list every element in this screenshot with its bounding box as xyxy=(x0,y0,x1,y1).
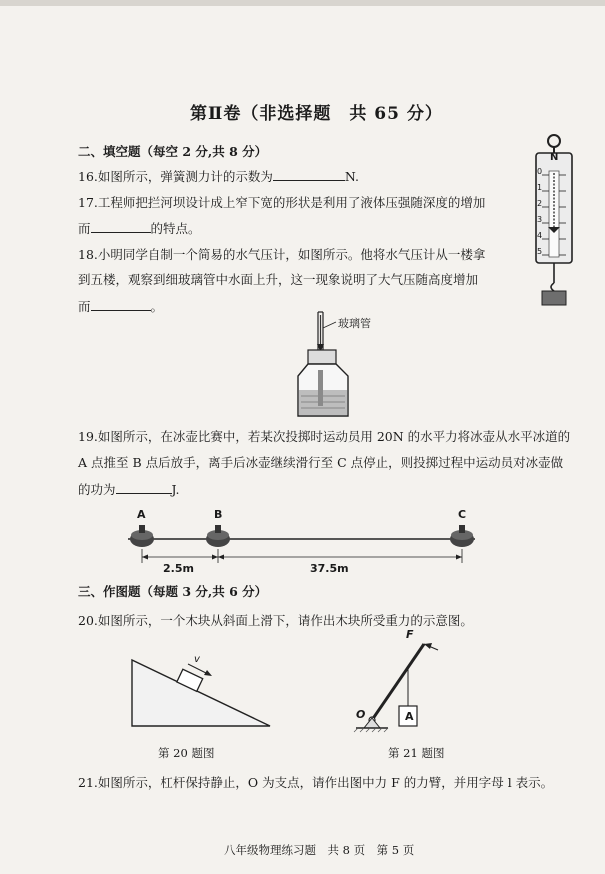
question-16-blank[interactable] xyxy=(273,168,345,181)
figure-21-caption: 第 21 题图 xyxy=(388,746,445,760)
question-18-prefix: 而 xyxy=(78,299,91,314)
point-b-label: B xyxy=(214,508,223,521)
scale-tick-5: 5 xyxy=(537,247,543,256)
question-19-prefix: 的功为 xyxy=(78,482,116,497)
question-17-line-1: 17.工程师把拦河坝设计成上窄下宽的形状是利用了液体压强随深度的增加 xyxy=(78,195,486,210)
question-17-blank[interactable] xyxy=(91,220,151,233)
question-17-suffix: 的特点。 xyxy=(150,221,201,236)
question-18-suffix: 。 xyxy=(150,299,164,314)
question-21: 21.如图所示，杠杆保持静止，O 为支点，请作出图中力 F 的力臂，并用字母 l 表示。 xyxy=(78,775,554,790)
point-a-label: A xyxy=(137,508,146,521)
scale-tick-4: 4 xyxy=(537,231,543,240)
section-3-heading: 三、作图题（每题 3 分,共 6 分） xyxy=(78,584,268,599)
distance-ab-label: 2.5m xyxy=(163,562,194,575)
question-19-line-3 xyxy=(78,481,180,498)
question-19-line-1: 19.如图所示，在冰壶比赛中，若某次投掷时运动员用 20N 的水平力将冰壶从水平冰道的 xyxy=(78,429,571,444)
force-f-label: F xyxy=(406,628,414,641)
scale-tick-2: 2 xyxy=(537,199,543,208)
figure-20-caption: 第 20 题图 xyxy=(158,746,215,760)
question-17-line-2 xyxy=(78,220,201,237)
point-c-label: C xyxy=(458,508,467,521)
scale-tick-0: 0 xyxy=(537,167,543,176)
question-16-text: 16.如图所示，弹簧测力计的示数为 xyxy=(78,169,273,184)
question-18-line-2: 到五楼，观察到细玻璃管中水面上升，这一现象说明了大气压随高度增加 xyxy=(78,272,479,287)
scale-tick-3: 3 xyxy=(537,215,543,224)
distance-bc-label: 37.5m xyxy=(310,562,349,575)
question-17-prefix: 而 xyxy=(78,221,91,236)
spring-scale-unit-label: N xyxy=(550,152,559,163)
question-16-unit: N. xyxy=(344,169,360,184)
page-title: 第Ⅱ卷（非选择题 共 65 分） xyxy=(190,104,443,124)
question-19-blank[interactable] xyxy=(116,481,172,494)
pivot-o-label: O xyxy=(356,708,366,721)
question-19-suffix: J. xyxy=(171,482,180,497)
curling-stone-c xyxy=(450,525,474,547)
velocity-label: v xyxy=(194,654,200,665)
question-16 xyxy=(78,168,359,185)
weight-a-label: A xyxy=(405,710,414,723)
curling-stone-b xyxy=(206,525,230,547)
incline-diagram xyxy=(130,650,275,730)
glass-tube-label: 玻璃管 xyxy=(338,317,371,330)
question-19-line-2: A 点推至 B 点后放手，离手后冰壶继续滑行至 C 点停止，则投掷过程中运动员对冰壶做 xyxy=(78,455,564,470)
scale-tick-1: 1 xyxy=(537,183,543,192)
page-footer: 八年级物理练习题 共 8 页 第 5 页 xyxy=(224,843,415,857)
question-18-line-3 xyxy=(78,298,163,315)
curling-stone-a xyxy=(130,525,154,547)
scan-edge-top xyxy=(0,0,605,6)
question-18-line-1: 18.小明同学自制一个简易的水气压计，如图所示。他将水气压计从一楼拿 xyxy=(78,247,486,262)
question-20: 20.如图所示，一个木块从斜面上滑下，请作出木块所受重力的示意图。 xyxy=(78,613,473,628)
question-18-blank[interactable] xyxy=(91,298,151,311)
section-2-heading: 二、填空题（每空 2 分,共 8 分） xyxy=(78,144,268,159)
